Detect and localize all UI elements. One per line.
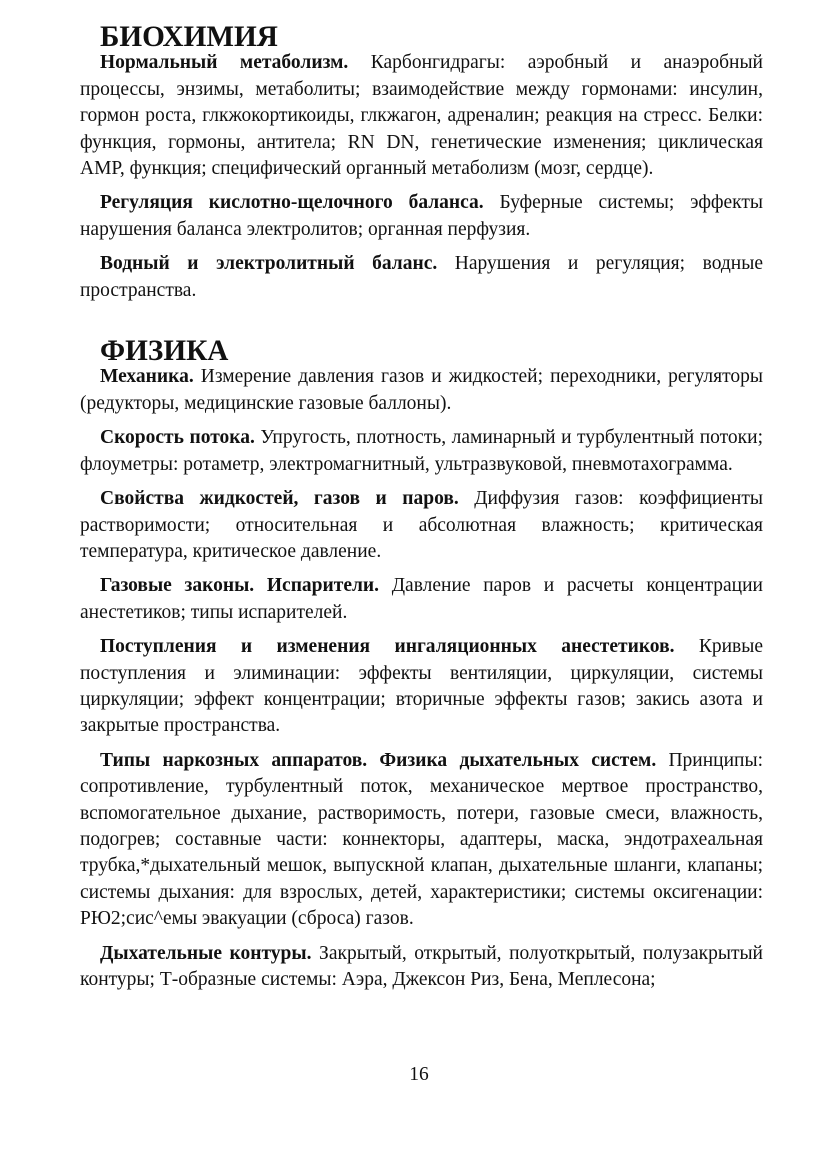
paragraph-text: Давление паров и расчеты концентрации анестетиков; типы испарителей. — [80, 575, 763, 623]
paragraph — [80, 50, 763, 182]
paragraph-text: Нарушения и регуляция; водные пространства. — [80, 253, 763, 301]
paragraph-title: Скорость потока. — [100, 427, 255, 449]
paragraph-title: Механика. — [100, 366, 194, 388]
paragraph-title: Нормальный метаболизм. — [100, 52, 349, 74]
paragraph-text: Закрытый, открытый, полуоткрытый, полузакрытый контуры; Т-образные системы: Аэра, Джексон Риз, Бена, Меплесона; — [80, 942, 763, 990]
paragraph-text: Диффузия газов: коэффициенты растворимости; относительная и абсолютная влажность; критическая температура, критическое давление. — [80, 488, 763, 562]
paragraph — [80, 941, 763, 994]
paragraph-title: Свойства жидкостей, газов и паров. — [100, 488, 459, 510]
paragraph — [80, 748, 763, 933]
page-number: 16 — [409, 1064, 429, 1085]
section-biochemistry — [80, 21, 763, 304]
paragraph-text: Буферные системы; эффекты нарушения баланса электролитов; органная перфузия. — [80, 192, 763, 240]
paragraph-text: Измерение давления газов и жидкостей; переходники, регуляторы (редукторы, медицинские газовые баллоны). — [80, 366, 763, 414]
document-page — [80, 21, 764, 1001]
paragraph-title: Дыхательные контуры. — [100, 942, 312, 964]
paragraph-title: Типы наркозных аппаратов. Физика дыхательных систем. — [100, 749, 657, 771]
section-heading: ФИЗИКА — [100, 335, 229, 368]
paragraph-text: Упругость, плотность, ламинарный и турбулентный потоки; флоуметры: ротаметр, электромагнитный, ультразвуковой, пневмотахограмма. — [80, 427, 763, 475]
paragraph-text: Карбонгидрагы: аэробный и анаэробный процессы, энзимы, метаболиты; взаимодействие между гормонами: инсулин, гормон роста, глкжокортикоиды, глкжагон, адреналин; реакция на стресс. Белки: функция, гормоны, антитела; RN DN, генетические изменения; циклическая АМР, функция; специфический органный метаболизм (мозг, сердце). — [80, 52, 763, 180]
paragraph — [80, 573, 763, 626]
paragraph — [80, 364, 763, 417]
paragraph — [80, 425, 763, 478]
paragraph-title: Регуляция кислотно-щелочного баланса. — [100, 192, 484, 214]
section-heading: БИОХИМИЯ — [100, 21, 278, 53]
paragraph-text: Кривые поступления и элиминации: эффекты вентиляции, циркуляции, системы циркуляции; эффект концентрации; вторичные эффекты газов; закись азота и закрытые пространства. — [80, 636, 764, 737]
paragraph-title: Водный и электролитный баланс. — [100, 253, 438, 275]
paragraph — [80, 634, 763, 740]
paragraph-title: Поступления и изменения ингаляционных анестетиков. — [100, 636, 675, 658]
paragraph-title: Газовые законы. Испарители. — [100, 575, 380, 597]
paragraph-text: Принципы: сопротивление, турбулентный поток, механическое мертвое пространство, вспомогательное дыхание, растворимость, потери, газовые смеси, влажность, подогрев; составные части: коннекторы, адаптеры, маска, эндотрахеальная трубка,*дыхательный мешок, выпускной клапан, дыхательные шланги, клапаны; системы дыхания: для взрослых, детей, характеристики; системы оксигенации: РЮ2;сис^емы эвакуации (сброса) газов. — [80, 749, 764, 930]
paragraph — [80, 190, 763, 243]
section-physics — [80, 335, 764, 993]
paragraph — [80, 251, 763, 304]
paragraph — [80, 486, 763, 565]
